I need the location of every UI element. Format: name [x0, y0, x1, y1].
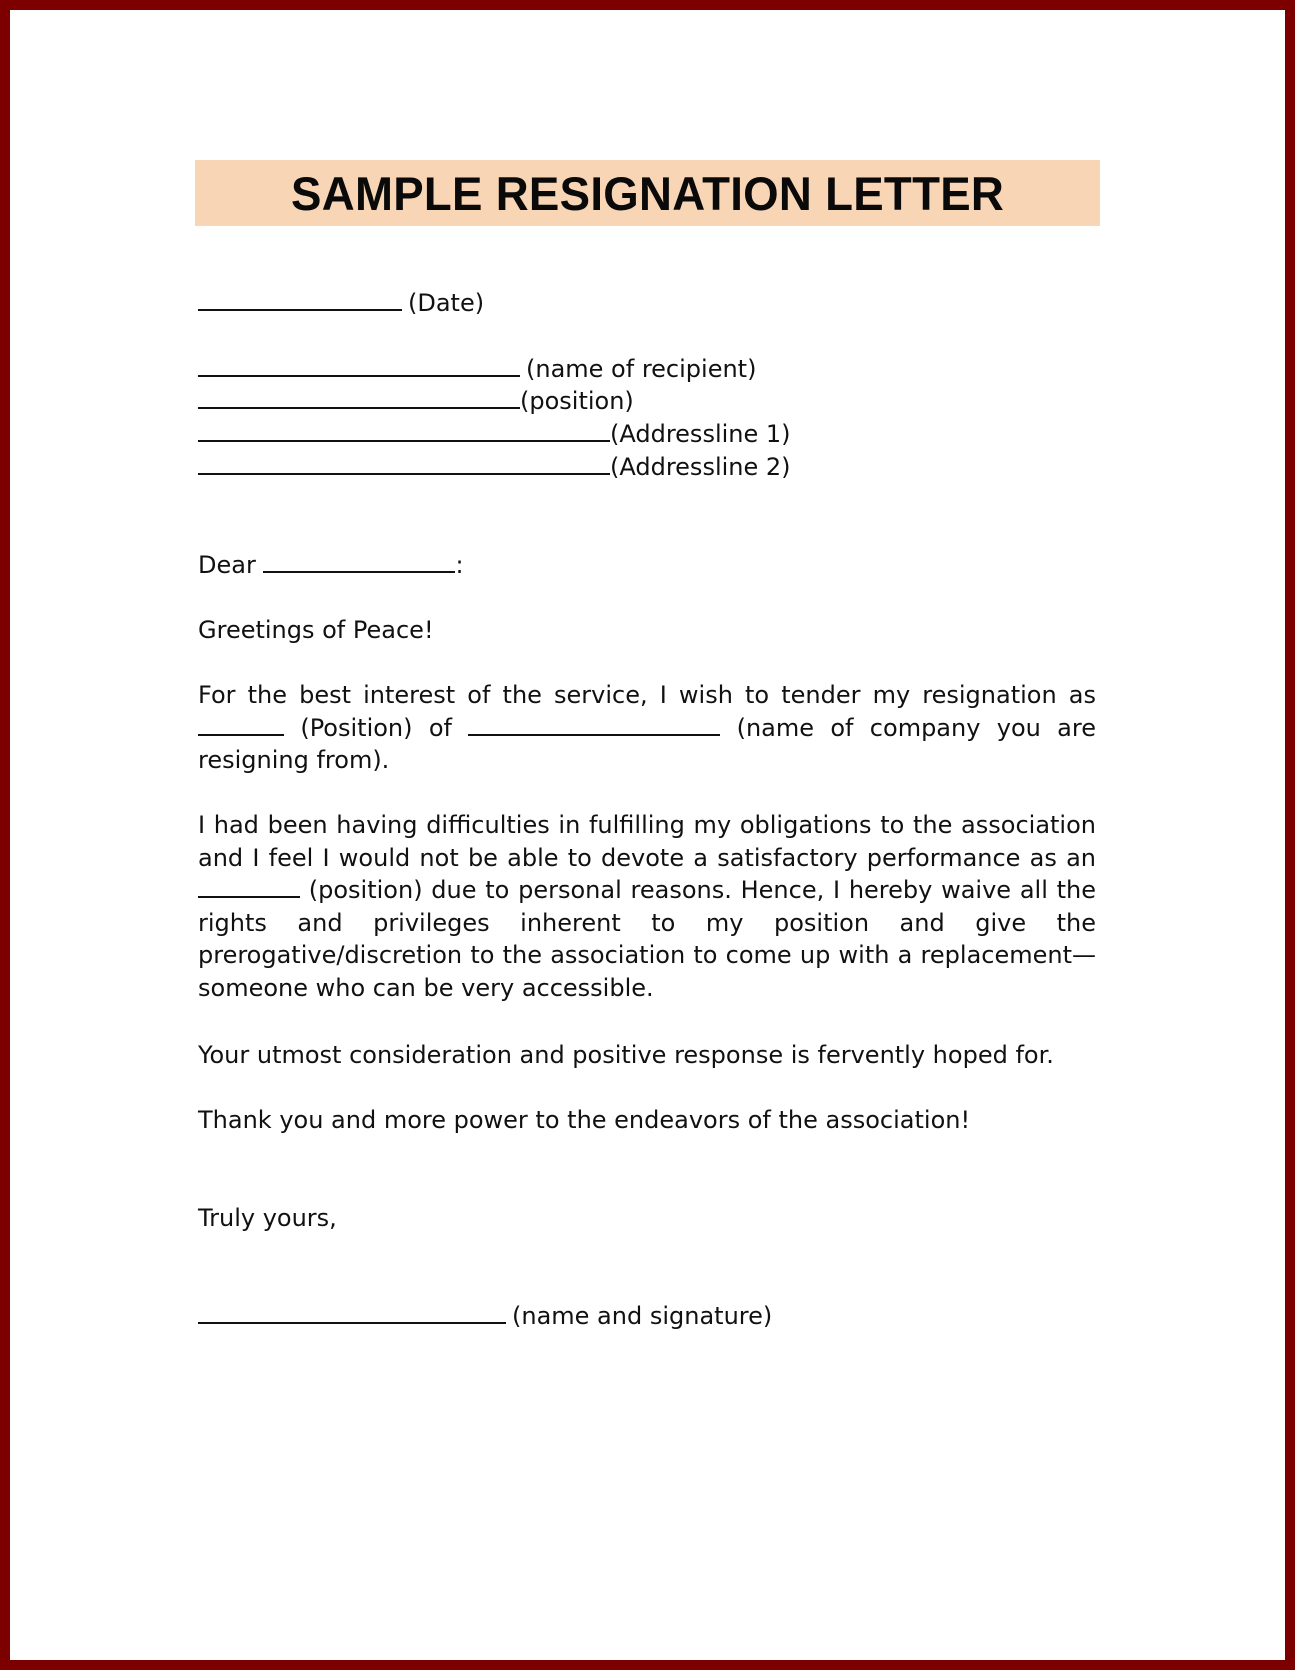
paragraph-1-text-b: (Position) of — [300, 713, 452, 742]
signature-label: (name and signature) — [512, 1302, 773, 1330]
address2-blank — [198, 453, 610, 475]
recipient-label: (name of recipient) — [526, 355, 757, 383]
paragraph-1-text-a: For the best interest of the service, I wish to tender my resignation as — [198, 681, 1096, 709]
paragraph-1 — [198, 679, 1096, 777]
company-blank-inline — [468, 714, 720, 736]
date-line — [198, 287, 484, 320]
signature-blank — [198, 1302, 506, 1324]
paragraph-4: Thank you and more power to the endeavors of the association! — [198, 1106, 971, 1134]
recipient-blank — [198, 355, 520, 377]
paragraph-3: Your utmost consideration and positive response is fervently hoped for. — [198, 1041, 1054, 1069]
position-blank-inline — [198, 714, 284, 736]
salutation-prefix: Dear — [198, 551, 256, 579]
position-label: (position) — [520, 387, 634, 415]
position-blank — [198, 387, 520, 409]
title-banner — [195, 160, 1100, 226]
paragraph-2 — [198, 809, 1096, 1004]
date-label: (Date) — [408, 289, 485, 317]
recipient-line — [198, 353, 756, 386]
address2-label: (Addressline 2) — [610, 453, 791, 481]
page-title: SAMPLE RESIGNATION LETTER — [290, 166, 1005, 220]
address1-line — [198, 418, 791, 451]
address2-line — [198, 451, 791, 484]
date-blank — [198, 289, 402, 311]
closing-line: Truly yours, — [198, 1204, 337, 1232]
paragraph-1-text-c: (name of company you are resigning from). — [198, 713, 1096, 774]
paragraph-2-text-a: I had been having difficulties in fulfilling my obligations to the association and I feel I would not be able to devote a satisfactory performance as an — [198, 811, 1096, 872]
address1-blank — [198, 420, 610, 442]
address1-label: (Addressline 1) — [610, 420, 791, 448]
salutation-blank — [263, 551, 455, 573]
position-line — [198, 385, 634, 418]
signature-line — [198, 1300, 772, 1333]
position-blank-inline-2 — [198, 876, 300, 898]
salutation-suffix: : — [455, 551, 464, 579]
salutation-line — [198, 549, 464, 582]
greeting-line: Greetings of Peace! — [198, 616, 434, 644]
paragraph-2-text-b: (position) due to personal reasons. Hence, I hereby waive all the rights and privileges inherent to my position and give the prerogative/discretion to the association to come up with a replacement—someone who can be very accessible. — [198, 876, 1096, 1002]
